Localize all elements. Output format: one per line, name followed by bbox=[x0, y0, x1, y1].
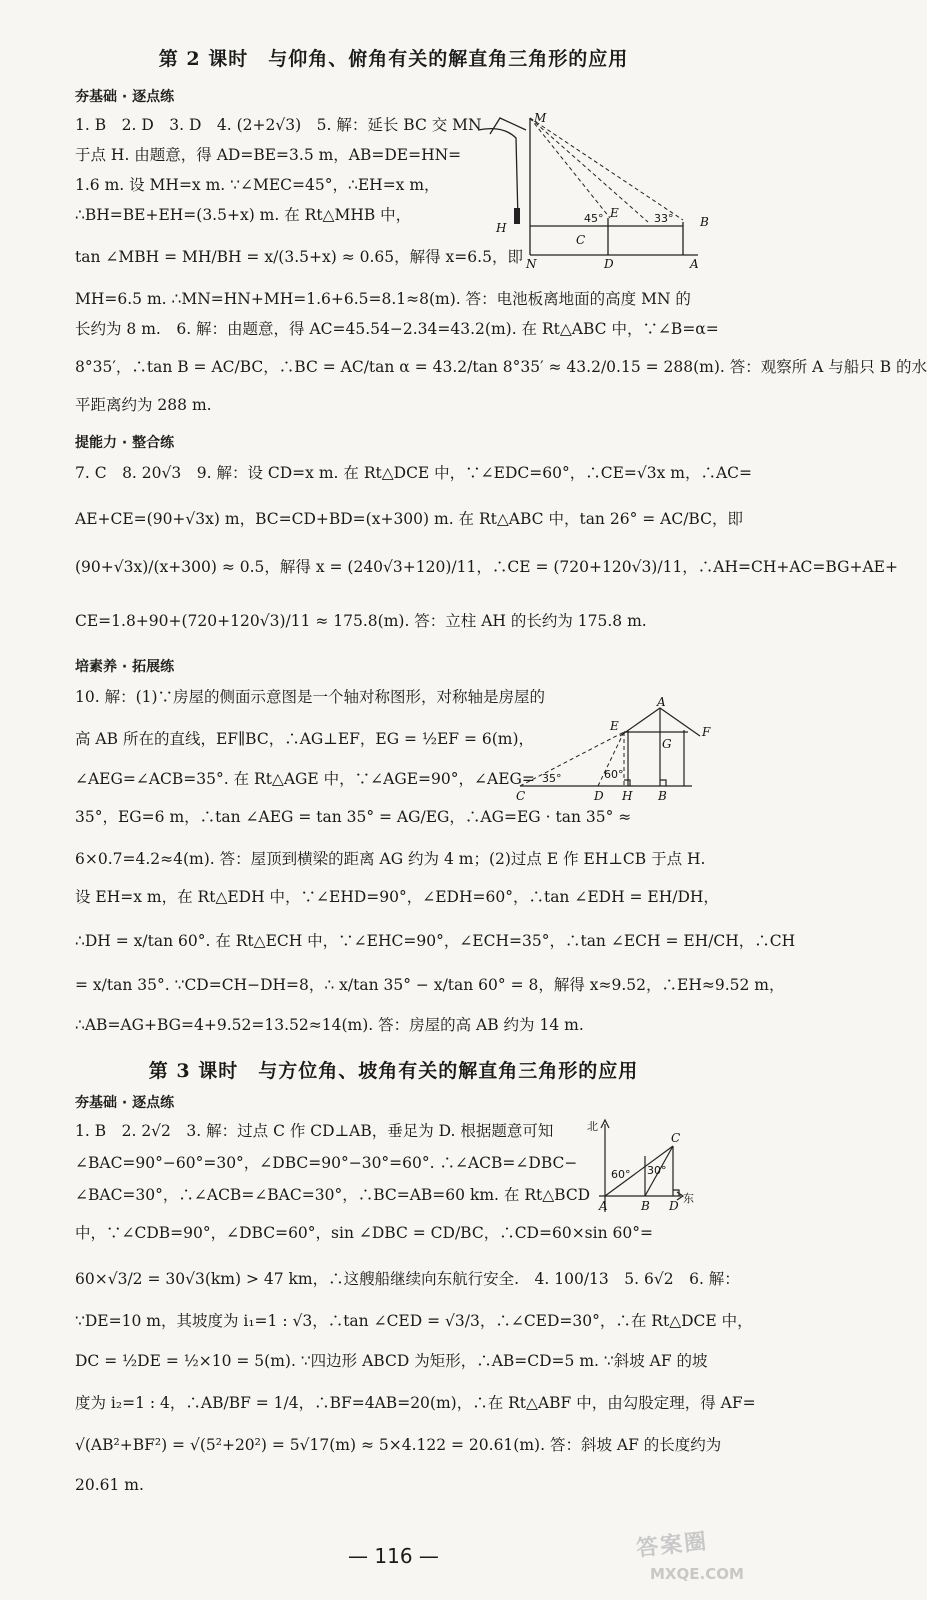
fig2-label: E bbox=[610, 719, 619, 733]
text-line: 中，∵∠CDB=90°，∠DBC=60°，sin ∠DBC = CD/BC，∴CD=60×sin 60°= bbox=[75, 1224, 653, 1242]
text-line: CE=1.8+90+(720+120√3)/11 ≈ 175.8(m). 答：立柱 AH 的长约为 175.8 m. bbox=[75, 612, 647, 630]
text-line: 1.6 m. 设 MH=x m. ∵∠MEC=45°，∴EH=x m， bbox=[75, 176, 440, 194]
fig3-label: A bbox=[599, 1199, 608, 1213]
fig2-angle: 35° bbox=[542, 772, 562, 785]
text-line: 6×0.7=4.2≈4(m). 答：屋顶到横梁的距离 AG 约为 4 m；(2)过点 E 作 EH⊥CB 于点 H. bbox=[75, 850, 706, 868]
text-line: tan ∠MBH = MH/BH = x/(3.5+x) ≈ 0.65，解得 x=6.5，即 bbox=[75, 248, 523, 266]
lesson3-section-basic: 夯基础 · 逐点练 bbox=[75, 1095, 175, 1111]
fig3-angle: 30° bbox=[647, 1164, 667, 1177]
figure-bearing bbox=[585, 1116, 695, 1222]
lesson2-title: 第 2 课时 与仰角、俯角有关的解直角三角形的应用 bbox=[158, 48, 629, 70]
text-line: ∴AB=AG+BG=4+9.52=13.52≈14(m). 答：房屋的高 AB 约为 14 m. bbox=[75, 1016, 584, 1034]
fig1-label: B bbox=[700, 215, 709, 229]
fig1-label: H bbox=[496, 221, 507, 235]
text-line: 度为 i₂=1 : 4，∴AB/BF = 1/4，∴BF=4AB=20(m)，∴在 Rt△ABF 中，由勾股定理，得 AF= bbox=[75, 1394, 756, 1412]
fig3-angle: 60° bbox=[611, 1168, 631, 1181]
watermark-url: MXQE.COM bbox=[650, 1565, 744, 1583]
fig2-label: C bbox=[516, 789, 526, 803]
fig3-label: B bbox=[641, 1199, 650, 1213]
watermark-logo: 答案圈 bbox=[635, 1529, 710, 1562]
fig3-north-label: 北 bbox=[587, 1120, 598, 1133]
text-line: 于点 H. 由题意，得 AD=BE=3.5 m，AB=DE=HN= bbox=[75, 146, 462, 164]
fig1-label: N bbox=[526, 257, 537, 271]
text-line: DC = ½DE = ½×10 = 5(m). ∵四边形 ABCD 为矩形，∴AB=CD=5 m. ∵斜坡 AF 的坡 bbox=[75, 1352, 708, 1370]
text-line: ∴BH=BE+EH=(3.5+x) m. 在 Rt△MHB 中， bbox=[75, 206, 412, 224]
fig1-label: M bbox=[534, 111, 547, 125]
fig2-label: H bbox=[622, 789, 633, 803]
text-line: 长约为 8 m. 6. 解：由题意，得 AC=45.54−2.34=43.2(m). 在 Rt△ABC 中，∵∠B=α= bbox=[75, 320, 719, 338]
text-line: ∠BAC=30°，∴∠ACB=∠BAC=30°，∴BC=AB=60 km. 在 Rt△BCD bbox=[75, 1186, 591, 1204]
text-line: ∴DH = x/tan 60°. 在 Rt△ECH 中，∵∠EHC=90°，∠ECH=35°，∴tan ∠ECH = EH/CH，∴CH bbox=[75, 932, 796, 950]
text-line: (90+√3x)/(x+300) ≈ 0.5，解得 x = (240√3+120)/11，∴CE = (720+120√3)/11，∴AH=CH+AC=BG+AE+ bbox=[75, 558, 898, 576]
text-line: 20.61 m. bbox=[75, 1476, 144, 1494]
fig1-angle: 33° bbox=[654, 212, 674, 225]
text-line: 设 EH=x m，在 Rt△EDH 中，∵∠EHD=90°，∠EDH=60°，∴tan ∠EDH = EH/DH， bbox=[75, 888, 719, 906]
fig2-label: G bbox=[662, 737, 672, 751]
fig1-label: C bbox=[576, 233, 586, 247]
text-line: 1. B 2. 2√2 3. 解：过点 C 作 CD⊥AB，垂足为 D. 根据题意可知 bbox=[75, 1122, 554, 1140]
lesson2-section-basic: 夯基础 · 逐点练 bbox=[75, 89, 175, 105]
fig1-label: E bbox=[610, 206, 619, 220]
fig1-label: A bbox=[690, 257, 699, 271]
text-line: 1. B 2. D 3. D 4. (2+2√3) 5. 解：延长 BC 交 MN bbox=[75, 116, 482, 134]
fig3-label: D bbox=[669, 1199, 679, 1213]
fig1-label: D bbox=[604, 257, 614, 271]
text-line: 高 AB 所在的直线，EF∥BC，∴AG⊥EF，EG = ½EF = 6(m)， bbox=[75, 730, 535, 748]
fig3-east-label: 东 bbox=[683, 1192, 694, 1205]
lesson3-title: 第 3 课时 与方位角、坡角有关的解直角三角形的应用 bbox=[148, 1060, 639, 1082]
figure-house bbox=[512, 695, 711, 803]
fig2-label: A bbox=[657, 695, 666, 709]
fig2-angle: 60° bbox=[604, 768, 624, 781]
text-line: 8°35′，∴tan B = AC/BC，∴BC = AC/tan α = 43.2/tan 8°35′ ≈ 43.2/0.15 = 288(m). 答：观察所 A 与船只 B 的水 bbox=[75, 358, 927, 376]
right-angle-mark bbox=[624, 780, 630, 786]
right-angle-mark bbox=[660, 780, 666, 786]
text-line: MH=6.5 m. ∴MN=HN+MH=1.6+6.5=8.1≈8(m). 答：电池板离地面的高度 MN 的 bbox=[75, 290, 691, 308]
fig3-label: C bbox=[671, 1131, 681, 1145]
text-line: = x/tan 35°. ∵CD=CH−DH=8，∴ x/tan 35° − x/tan 60° = 8，解得 x≈9.52，∴EH≈9.52 m， bbox=[75, 976, 785, 994]
figure-solar-panel bbox=[468, 110, 718, 270]
text-line: 7. C 8. 20√3 9. 解：设 CD=x m. 在 Rt△DCE 中，∵∠EDC=60°，∴CE=√3x m，∴AC= bbox=[75, 464, 753, 482]
text-line: ∠BAC=90°−60°=30°，∠DBC=90°−30°=60°. ∴∠ACB=∠DBC− bbox=[75, 1154, 578, 1172]
fig2-label: F bbox=[702, 725, 711, 739]
text-line: ∵DE=10 m，其坡度为 i₁=1 : √3，∴tan ∠CED = √3/3，∴∠CED=30°，∴在 Rt△DCE 中， bbox=[75, 1312, 753, 1330]
text-line: 60×√3/2 = 30√3(km) > 47 km，∴这艘船继续向东航行安全. 4. 100/13 5. 6√2 6. 解： bbox=[75, 1270, 740, 1288]
fig2-label: D bbox=[594, 789, 604, 803]
text-line: 平距离约为 288 m. bbox=[75, 396, 212, 414]
lesson2-section-ability: 提能力 · 整合练 bbox=[75, 435, 175, 451]
text-line: √(AB²+BF²) = √(5²+20²) = 5√17(m) ≈ 5×4.122 = 20.61(m). 答：斜坡 AF 的长度约为 bbox=[75, 1436, 722, 1454]
fig2-label: B bbox=[658, 789, 667, 803]
text-line: 35°，EG=6 m，∴tan ∠AEG = tan 35° = AG/EG，∴AG=EG · tan 35° ≈ bbox=[75, 808, 632, 826]
text-line: ∠AEG=∠ACB=35°. 在 Rt△AGE 中，∵∠AGE=90°，∠AEG= bbox=[75, 770, 535, 788]
fig1-angle: 45° bbox=[584, 212, 604, 225]
page-number: — 116 — bbox=[348, 1544, 439, 1568]
lesson2-section-extend: 培素养 · 拓展练 bbox=[75, 659, 175, 675]
text-line: 10. 解：(1)∵房屋的侧面示意图是一个轴对称图形，对称轴是房屋的 bbox=[75, 688, 546, 706]
text-line: AE+CE=(90+√3x) m，BC=CD+BD=(x+300) m. 在 Rt△ABC 中，tan 26° = AC/BC，即 bbox=[75, 510, 743, 528]
